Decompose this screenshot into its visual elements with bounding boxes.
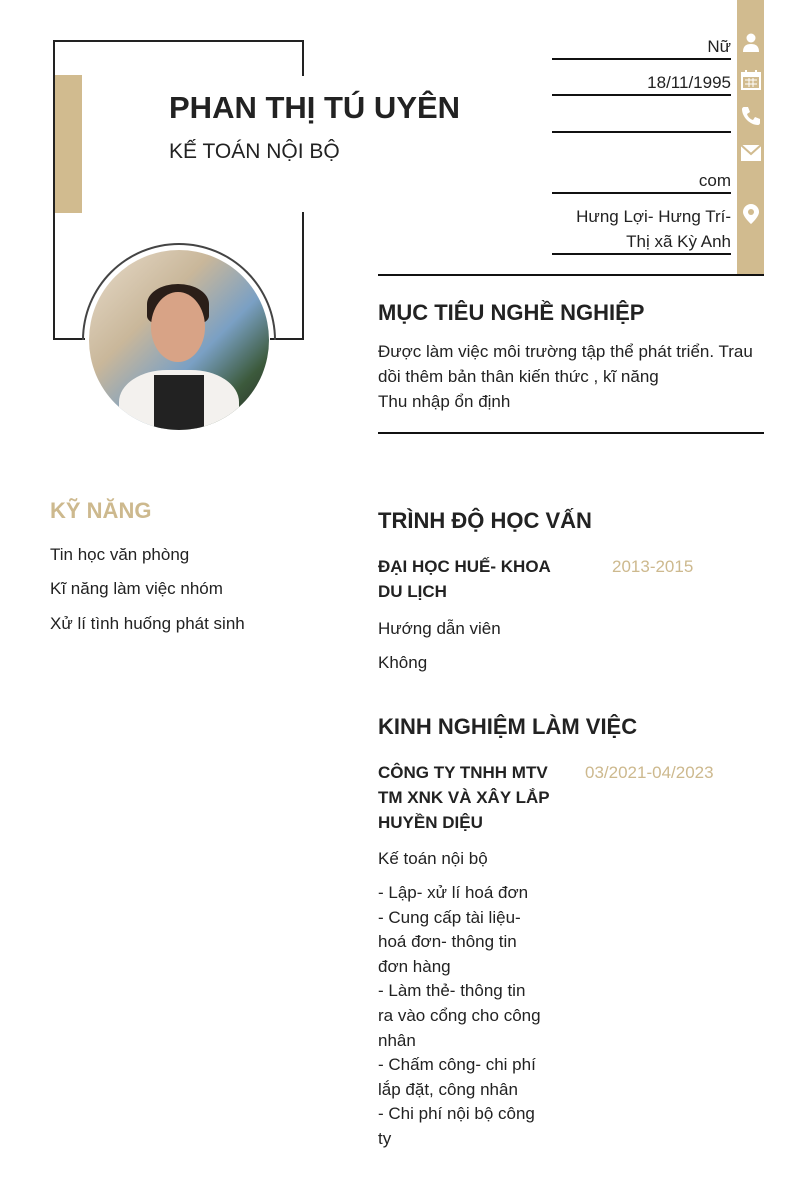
detail-line: - Chi phí nội bộ công — [378, 1104, 535, 1124]
education-period: 2013-2015 — [612, 557, 694, 576]
skill-item: Tin học văn phòng — [50, 545, 190, 564]
person-icon — [741, 33, 761, 53]
objective-line: dồi thêm bản thân kiến thức , kĩ năng — [378, 367, 659, 386]
mail-icon — [741, 143, 761, 163]
candidate-role: KẾ TOÁN NỘI BỘ — [169, 140, 340, 163]
objective-title: MỤC TIÊU NGHỀ NGHIỆP — [378, 300, 645, 325]
phone-icon — [741, 106, 761, 126]
address-line: Hưng Lợi- Hưng Trí- — [576, 207, 731, 226]
address-field — [552, 204, 731, 255]
frame-border — [54, 40, 304, 42]
experience-position: Kế toán nội bộ — [378, 849, 488, 868]
phone-field — [552, 107, 731, 133]
company-line: CÔNG TY TNHH MTV — [378, 763, 548, 782]
objective-text — [378, 339, 768, 414]
detail-line: ra vào cổng cho công — [378, 1005, 541, 1025]
experience-details — [378, 881, 541, 1152]
school-line: ĐẠI HỌC HUẾ- KHOA — [378, 557, 551, 576]
candidate-name: PHAN THỊ TÚ UYÊN — [169, 90, 461, 125]
divider — [378, 274, 764, 276]
frame-border — [53, 338, 85, 340]
detail-line: hoá đơn- thông tin — [378, 932, 517, 952]
company-line: HUYỀN DIỆU — [378, 813, 483, 832]
email-field: com — [552, 168, 731, 194]
education-major: Hướng dẫn viên — [378, 619, 501, 638]
detail-line: lắp đặt, công nhân — [378, 1079, 518, 1099]
detail-line: ty — [378, 1128, 392, 1148]
objective-line: Được làm việc môi trường tập thể phát triển. Trau — [378, 342, 753, 361]
frame-border — [302, 212, 304, 340]
objective-line: Thu nhập ổn định — [378, 392, 511, 411]
company-line: TM XNK VÀ XÂY LẮP — [378, 788, 550, 807]
detail-line: nhân — [378, 1030, 416, 1050]
gender-field: Nữ — [552, 34, 731, 60]
experience-period: 03/2021-04/2023 — [585, 763, 714, 782]
skill-item: Kĩ năng làm việc nhóm — [50, 579, 223, 598]
detail-line: - Làm thẻ- thông tin — [378, 981, 526, 1001]
detail-line: - Cung cấp tài liệu- — [378, 907, 521, 927]
skills-title: KỸ NĂNG — [50, 498, 152, 523]
company-name — [378, 760, 550, 835]
divider — [378, 432, 764, 434]
education-title: TRÌNH ĐỘ HỌC VẤN — [378, 508, 592, 533]
birthday-field: 18/11/1995 — [552, 70, 731, 96]
experience-title: KINH NGHIỆM LÀM VIỆC — [378, 714, 638, 739]
school-line: DU LỊCH — [378, 582, 447, 601]
school-name — [378, 554, 551, 604]
frame-border — [302, 40, 304, 76]
skill-item: Xử lí tình huống phát sinh — [50, 614, 245, 633]
address-line: Thị xã Kỳ Anh — [626, 232, 731, 251]
detail-line: - Chấm công- chi phí — [378, 1055, 536, 1075]
calendar-icon — [741, 70, 761, 90]
location-icon — [741, 204, 761, 224]
detail-line: - Lập- xử lí hoá đơn — [378, 883, 529, 902]
accent-bar — [55, 75, 82, 213]
education-note: Không — [378, 653, 428, 672]
avatar — [89, 250, 269, 430]
detail-line: đơn hàng — [378, 956, 451, 976]
